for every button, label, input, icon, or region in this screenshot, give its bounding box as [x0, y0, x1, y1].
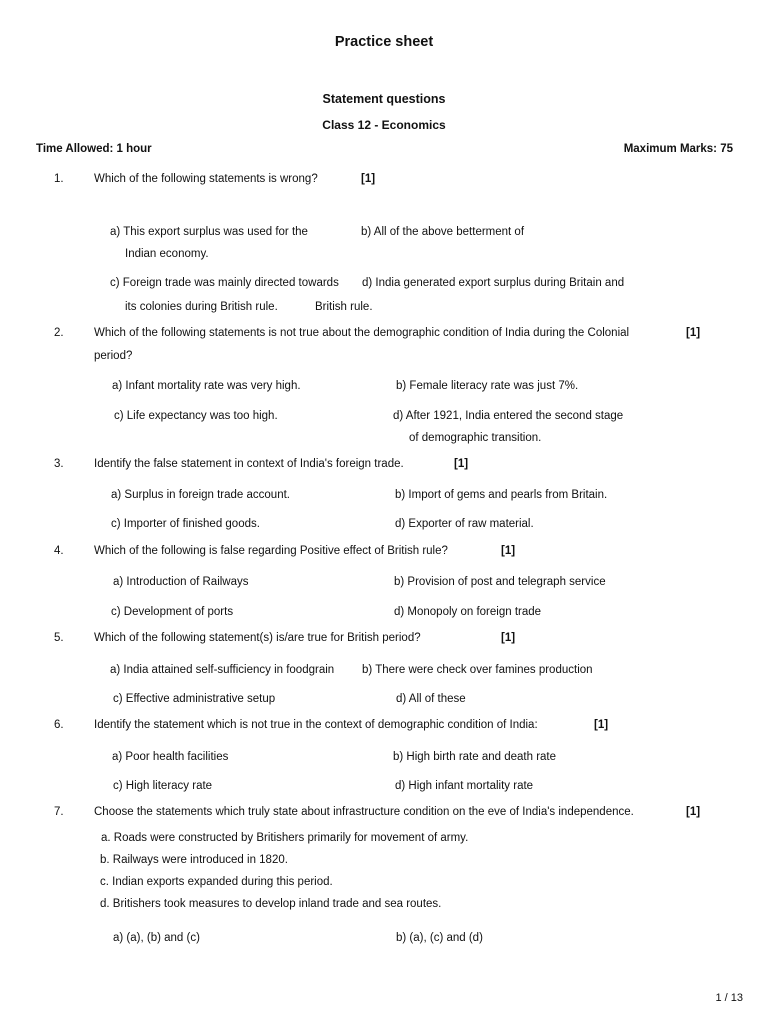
- option-c-continued: its colonies during British rule.: [125, 301, 278, 313]
- question-number: 2.: [54, 327, 64, 339]
- option-d: d) Exporter of raw material.: [395, 518, 534, 530]
- option-c: c) Effective administrative setup: [113, 693, 276, 705]
- question-number: 6.: [54, 719, 64, 731]
- option-b: b) Female literacy rate was just 7%.: [396, 380, 579, 392]
- maximum-marks: Maximum Marks: 75: [623, 143, 733, 155]
- option-b: b) There were check over famines production: [362, 664, 593, 676]
- option-a: a) (a), (b) and (c): [113, 932, 200, 944]
- option-d: d) India generated export surplus during Britain and: [362, 277, 625, 289]
- option-c: c) Foreign trade was mainly directed towards: [110, 277, 339, 289]
- question-text-continued: period?: [94, 350, 133, 362]
- option-a: a) Infant mortality rate was very high.: [112, 380, 301, 392]
- question-marks: [1]: [501, 632, 516, 644]
- statement-a: a. Roads were constructed by Britishers primarily for movement of army.: [101, 832, 469, 844]
- option-a-continued: Indian economy.: [125, 248, 209, 260]
- option-a: a) Introduction of Railways: [113, 576, 249, 588]
- question-number: 5.: [54, 632, 64, 644]
- option-d-continued: of demographic transition.: [409, 432, 542, 444]
- question-text: Identify the statement which is not true in the context of demographic condition of India:: [94, 719, 538, 731]
- option-c: c) Development of ports: [111, 606, 234, 618]
- question-number: 4.: [54, 545, 64, 557]
- option-a: a) India attained self-sufficiency in foodgrain: [110, 664, 335, 676]
- statement-b: b. Railways were introduced in 1820.: [100, 854, 288, 866]
- question-marks: [1]: [594, 719, 609, 731]
- option-b: b) (a), (c) and (d): [396, 932, 483, 944]
- page-number: 1 / 13: [715, 992, 743, 1004]
- option-c: c) Life expectancy was too high.: [114, 410, 278, 422]
- class-subject: Class 12 - Economics: [322, 118, 446, 132]
- question-number: 7.: [54, 806, 64, 818]
- option-b: b) Provision of post and telegraph service: [394, 576, 606, 588]
- option-b: b) Import of gems and pearls from Britain.: [395, 489, 608, 501]
- option-a: a) Surplus in foreign trade account.: [111, 489, 290, 501]
- question-text: Which of the following statements is not true about the demographic condition of India during the Colonial: [94, 327, 630, 339]
- question-number: 1.: [54, 173, 64, 185]
- section-title: Statement questions: [322, 92, 446, 106]
- question-marks: [1]: [686, 806, 701, 818]
- option-d: d) Monopoly on foreign trade: [394, 606, 542, 618]
- option-d: d) After 1921, India entered the second stage: [393, 410, 624, 422]
- statement-c: c. Indian exports expanded during this period.: [100, 876, 333, 888]
- question-marks: [1]: [501, 545, 516, 557]
- option-b: b) High birth rate and death rate: [393, 751, 557, 763]
- question-marks: [1]: [361, 173, 376, 185]
- question-text: Choose the statements which truly state about infrastructure condition on the eve of India's independence.: [94, 806, 634, 818]
- page-title: Practice sheet: [334, 34, 434, 50]
- option-d: d) High infant mortality rate: [395, 780, 534, 792]
- statement-d: d. Britishers took measures to develop inland trade and sea routes.: [100, 898, 442, 910]
- time-allowed: Time Allowed: 1 hour: [36, 143, 152, 155]
- question-marks: [1]: [454, 458, 469, 470]
- question-marks: [1]: [686, 327, 701, 339]
- option-d: d) All of these: [396, 693, 466, 705]
- option-d-continued: British rule.: [315, 301, 373, 313]
- option-a: a) This export surplus was used for the: [110, 226, 308, 238]
- option-a: a) Poor health facilities: [112, 751, 229, 763]
- option-c: c) Importer of finished goods.: [111, 518, 260, 530]
- question-text: Identify the false statement in context of India's foreign trade.: [94, 458, 404, 470]
- question-text: Which of the following statements is wrong?: [94, 173, 318, 185]
- question-text: Which of the following statement(s) is/are true for British period?: [94, 632, 421, 644]
- option-b: b) All of the above betterment of: [361, 226, 525, 238]
- question-text: Which of the following is false regarding Positive effect of British rule?: [94, 545, 448, 557]
- option-c: c) High literacy rate: [113, 780, 213, 792]
- question-number: 3.: [54, 458, 64, 470]
